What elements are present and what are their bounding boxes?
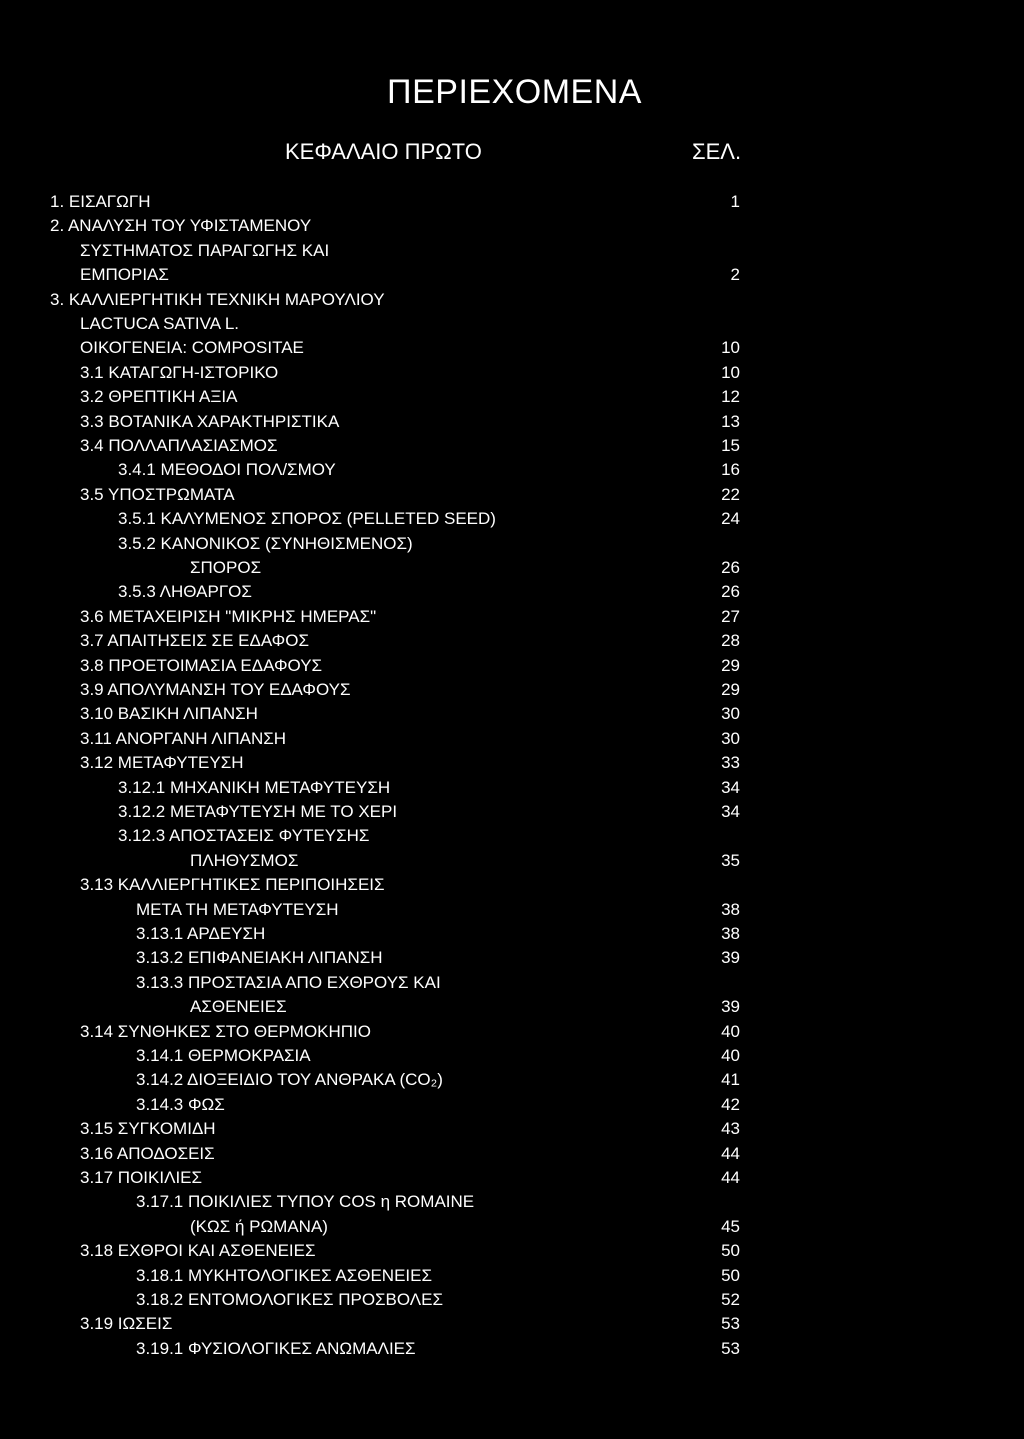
toc-entry xyxy=(0,1068,1024,1092)
toc-entry xyxy=(0,239,1024,263)
toc-entry xyxy=(0,556,1024,580)
toc-entry xyxy=(0,971,1024,995)
toc-entry-title: 3.9 ΑΠΟΛΥΜΑΝΣΗ ΤΟΥ ΕΔΑΦΟΥΣ xyxy=(80,680,351,699)
toc-entry xyxy=(0,483,1024,507)
toc-entry-page: 27 xyxy=(721,606,740,626)
toc-entry-title: 3.8 ΠΡΟΕΤΟΙΜΑΣΙΑ ΕΔΑΦΟΥΣ xyxy=(80,655,323,675)
toc-entry xyxy=(0,776,1024,800)
toc-entry-page: 24 xyxy=(721,509,740,529)
toc-entry-title: 3.18.2 ΕΝΤΟΜΟΛΟΓΙΚΕΣ ΠΡΟΣΒΟΛΕΣ xyxy=(136,1290,444,1309)
toc-entry-title: ΣΥΣΤΗΜΑΤΟΣ ΠΑΡΑΓΩΓΗΣ ΚΑΙ xyxy=(80,240,330,260)
toc-entry-page: 53 xyxy=(721,1314,740,1334)
toc-entry xyxy=(0,336,1024,360)
toc-entry-title: 3.10 ΒΑΣΙΚΗ ΛΙΠΑΝΣΗ xyxy=(80,704,258,724)
toc-entry-title: ΟΙΚΟΓΕΝΕΙΑ: COMPOSITAE xyxy=(80,338,304,358)
toc-entry-page: 29 xyxy=(721,680,740,699)
toc-entry xyxy=(0,605,1024,629)
toc-entry-title: (ΚΩΣ ή ΡΩΜΑΝΑ) xyxy=(190,1216,328,1236)
toc-entry-title: 3.18.1 ΜΥΚΗΤΟΛΟΓΙΚΕΣ ΑΣΘΕΝΕΙΕΣ xyxy=(136,1265,432,1285)
toc-entry-title: ΜΕΤΑ ΤΗ ΜΕΤΑΦΥΤΕΥΣΗ xyxy=(136,899,339,919)
toc-entry xyxy=(0,312,1024,336)
toc-entry xyxy=(0,1093,1024,1117)
toc-entry-title: 3.11 ΑΝΟΡΓΑΝΗ ΛΙΠΑΝΣΗ xyxy=(80,728,287,748)
toc-entry-title: 3.12.3 ΑΠΟΣΤΑΣΕΙΣ ΦΥΤΕΥΣΗΣ xyxy=(118,826,370,846)
toc-entry xyxy=(0,1117,1024,1141)
toc-entry-title: 3.12.1 ΜΗΧΑΝΙΚΗ ΜΕΤΑΦΥΤΕΥΣΗ xyxy=(118,777,391,797)
toc-entry-title: 3.13.1 ΑΡΔΕΥΣΗ xyxy=(136,924,266,943)
toc-entry xyxy=(0,995,1024,1019)
toc-entry-page: 34 xyxy=(721,777,740,797)
toc-entry xyxy=(0,654,1024,678)
toc-entry-title: 3.14.1 ΘΕΡΜΟΚΡΑΣΙΑ xyxy=(136,1046,311,1065)
toc-entry-title: 3.12 ΜΕΤΑΦΥΤΕΥΣΗ xyxy=(80,753,244,773)
toc-entry-title: 2. ΑΝΑΛΥΣΗ ΤΟΥ ΥΦΙΣΤΑΜΕΝΟΥ xyxy=(50,216,312,236)
toc-entry xyxy=(0,1166,1024,1190)
toc-entry xyxy=(0,385,1024,409)
toc-entry-title: 3.1 ΚΑΤΑΓΩΓΗ-ΙΣΤΟΡΙΚΟ xyxy=(80,362,279,382)
toc-entry-page: 43 xyxy=(721,1119,740,1139)
toc-entry-page: 1 xyxy=(730,192,740,211)
toc-entry xyxy=(0,727,1024,751)
toc-entry-page: 10 xyxy=(721,362,740,382)
toc-entry-page: 45 xyxy=(721,1216,740,1236)
toc-entry-title: ΠΛΗΘΥΣΜΟΣ xyxy=(190,850,299,870)
toc-entry-page: 22 xyxy=(721,484,740,504)
toc-entry-title: 3.13.3 ΠΡΟΣΤΑΣΙΑ ΑΠΟ ΕΧΘΡΟΥΣ ΚΑΙ xyxy=(136,972,441,992)
toc-entry-title: 3.14 ΣΥΝΘΗΚΕΣ ΣΤΟ ΘΕΡΜΟΚΗΠΙΟ xyxy=(80,1021,372,1041)
toc-entry xyxy=(0,678,1024,702)
page-column-header: ΣΕΛ. xyxy=(692,139,742,164)
toc-entry-title: 3.6 ΜΕΤΑΧΕΙΡΙΣΗ "ΜΙΚΡΗΣ ΗΜΕΡΑΣ" xyxy=(80,606,377,626)
toc-entry-page: 38 xyxy=(721,924,740,943)
toc-entry xyxy=(0,824,1024,848)
toc-entry xyxy=(0,190,1024,214)
toc-entry xyxy=(0,702,1024,726)
toc-entry-page: 26 xyxy=(721,582,740,602)
toc-entry xyxy=(0,361,1024,385)
toc-entry-title: 3.4 ΠΟΛΛΑΠΛΑΣΙΑΣΜΟΣ xyxy=(80,436,278,455)
chapter-heading: ΚΕΦΑΛΑΙΟ ΠΡΩΤΟ xyxy=(285,139,482,164)
toc-entry-title: 3.13.2 ΕΠΙΦΑΝΕΙΑΚΗ ΛΙΠΑΝΣΗ xyxy=(136,948,383,968)
toc-entry-page: 13 xyxy=(721,411,740,431)
toc-entry-title: 3.19 ΙΩΣΕΙΣ xyxy=(80,1314,173,1334)
toc-entry-title: ΕΜΠΟΡΙΑΣ xyxy=(80,265,169,285)
toc-entry-page: 30 xyxy=(721,728,740,748)
toc-entry-title: ΑΣΘΕΝΕΙΕΣ xyxy=(190,997,287,1017)
toc-entry-title: 3.16 ΑΠΟΔΟΣΕΙΣ xyxy=(80,1143,215,1163)
toc-entry-page: 2 xyxy=(730,265,740,285)
toc-entry-title: ΣΠΟΡΟΣ xyxy=(190,558,262,577)
toc-entry xyxy=(0,1142,1024,1166)
toc-entry-title: 3.2 ΘΡΕΠΤΙΚΗ ΑΞΙΑ xyxy=(80,387,238,407)
toc-entry-title: 3.7 ΑΠΑΙΤΗΣΕΙΣ ΣΕ ΕΔΑΦΟΣ xyxy=(80,631,309,651)
toc-entry xyxy=(0,946,1024,970)
toc-entry-title: 3.5.3 ΛΗΘΑΡΓΟΣ xyxy=(118,582,252,602)
toc-entry xyxy=(0,849,1024,873)
toc-entry-page: 12 xyxy=(721,387,740,407)
toc-entry xyxy=(0,434,1024,458)
toc-entry xyxy=(0,1044,1024,1068)
toc-entry xyxy=(0,1288,1024,1312)
toc-entry-page: 44 xyxy=(721,1168,740,1187)
page-title: ΠΕΡΙΕΧΟΜΕΝΑ xyxy=(387,73,642,111)
toc-entry-title: 3.17.1 ΠΟΙΚΙΛΙΕΣ ΤΥΠΟΥ COS η ROMAINE xyxy=(136,1192,475,1212)
toc-entry-title: 3.4.1 ΜΕΘΟΔΟΙ ΠΟΛ/ΣΜΟΥ xyxy=(118,460,336,480)
toc-entry xyxy=(0,898,1024,922)
toc-entry-title: 3.14.3 ΦΩΣ xyxy=(136,1094,225,1114)
toc-entry xyxy=(0,1239,1024,1263)
toc-entry-page: 29 xyxy=(721,655,740,675)
toc-entry-title: 3.17 ΠΟΙΚΙΛΙΕΣ xyxy=(80,1168,203,1187)
toc-entry-page: 34 xyxy=(721,802,740,821)
toc-entry-page: 50 xyxy=(721,1265,740,1285)
toc-entry xyxy=(0,922,1024,946)
toc-entry xyxy=(0,873,1024,897)
toc-entry-title: 1. ΕΙΣΑΓΩΓΗ xyxy=(50,192,151,211)
toc-entry-page: 40 xyxy=(721,1021,740,1041)
toc-entry-title: LACTUCA SATIVA L. xyxy=(80,314,240,333)
toc-entry-title: 3.5.2 ΚΑΝΟΝΙΚΟΣ (ΣΥΝΗΘΙΣΜΕΝΟΣ) xyxy=(118,533,413,553)
toc-entry xyxy=(0,1312,1024,1336)
toc-entry xyxy=(0,580,1024,604)
toc-entry xyxy=(0,214,1024,238)
toc-entry xyxy=(0,288,1024,312)
toc-entry-title: 3.19.1 ΦΥΣΙΟΛΟΓΙΚΕΣ ΑΝΩΜΑΛΙΕΣ xyxy=(136,1338,416,1358)
toc-entry-page: 15 xyxy=(721,436,740,455)
toc-entry-page: 38 xyxy=(721,899,740,919)
toc-entry-page: 35 xyxy=(721,850,740,870)
toc-entry xyxy=(0,1190,1024,1214)
toc-entry-page: 50 xyxy=(721,1241,740,1261)
toc-entry-page: 10 xyxy=(721,338,740,358)
toc-entry-title: 3.14.2 ΔΙΟΞΕΙΔΙΟ ΤΟΥ ΑΝΘΡΑΚΑ (CO₂) xyxy=(136,1070,443,1090)
toc-entry-title: 3.3 ΒΟΤΑΝΙΚΑ ΧΑΡΑΚΤΗΡΙΣΤΙΚΑ xyxy=(80,411,340,431)
toc-entry-page: 42 xyxy=(721,1094,740,1114)
toc-entry xyxy=(0,263,1024,287)
toc-entry xyxy=(0,507,1024,531)
toc-entry-page: 39 xyxy=(721,997,740,1017)
toc-entry xyxy=(0,1264,1024,1288)
toc-entry-page: 16 xyxy=(721,460,740,480)
toc-entry-title: 3.13 ΚΑΛΛΙΕΡΓΗΤΙΚΕΣ ΠΕΡΙΠΟΙΗΣΕΙΣ xyxy=(80,875,385,895)
toc-entry-title: 3.5.1 ΚΑΛΥΜΕΝΟΣ ΣΠΟΡΟΣ (PELLETED SEED) xyxy=(118,509,496,529)
toc-entry-title: 3.18 ΕΧΘΡΟΙ ΚΑΙ ΑΣΘΕΝΕΙΕΣ xyxy=(80,1241,316,1261)
toc-entry-title: 3.5 ΥΠΟΣΤΡΩΜΑΤΑ xyxy=(80,484,235,504)
toc-entry xyxy=(0,800,1024,824)
toc-entry-page: 44 xyxy=(721,1143,740,1163)
toc-entry xyxy=(0,458,1024,482)
toc-entry-page: 26 xyxy=(721,558,740,577)
toc-entry-page: 30 xyxy=(721,704,740,724)
toc-entry xyxy=(0,1215,1024,1239)
toc-entry-title: 3. ΚΑΛΛΙΕΡΓΗΤΙΚΗ ΤΕΧΝΙΚΗ ΜΑΡΟΥΛΙΟΥ xyxy=(50,289,385,309)
toc-entry-page: 28 xyxy=(721,631,740,651)
toc-entry xyxy=(0,1337,1024,1361)
toc-entry-page: 33 xyxy=(721,753,740,773)
toc-entry-page: 39 xyxy=(721,948,740,968)
toc-entry xyxy=(0,629,1024,653)
toc-entry-title: 3.12.2 ΜΕΤΑΦΥΤΕΥΣΗ ΜΕ ΤΟ ΧΕΡΙ xyxy=(118,802,398,821)
toc-entry xyxy=(0,410,1024,434)
toc-entry xyxy=(0,751,1024,775)
toc-entry xyxy=(0,1020,1024,1044)
toc-entry-page: 40 xyxy=(721,1046,740,1065)
toc-entry-page: 52 xyxy=(721,1290,740,1309)
toc-entry-page: 41 xyxy=(721,1070,740,1090)
toc-entry-page: 53 xyxy=(721,1338,740,1358)
toc-entry xyxy=(0,532,1024,556)
toc-entry-title: 3.15 ΣΥΓΚΟΜΙΔΗ xyxy=(80,1119,216,1139)
